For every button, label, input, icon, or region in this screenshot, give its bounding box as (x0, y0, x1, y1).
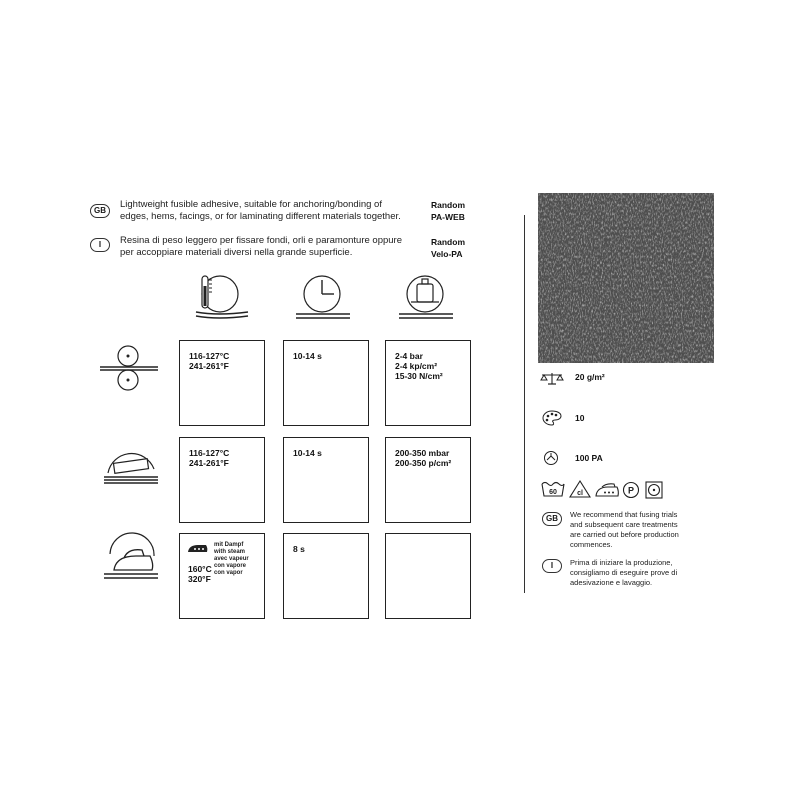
thermometer-icon (188, 272, 258, 324)
note-gb-line1: We recommend that fusing trials (570, 510, 678, 519)
cell-row3-temperature (179, 533, 265, 619)
tumble-dry-icon (645, 481, 663, 499)
temp-celsius: 160°C (188, 564, 212, 574)
product-tag-it (431, 236, 465, 260)
product-tag-it-line2: Velo-PA (431, 249, 463, 259)
lang-badge-gb-note: GB (542, 512, 562, 526)
product-tag-gb (431, 199, 465, 223)
spec-colour: 10 (575, 413, 585, 423)
description-gb-line1: Lightweight fusible adhesive, suitable for anchoring/bonding of (120, 199, 382, 210)
temp-fahrenheit: 320°F (188, 574, 211, 584)
wash-temp-label: 60 (549, 489, 557, 496)
pressure-value: 15-30 N/cm² (395, 371, 443, 381)
steam-label-it: con vapore (214, 563, 247, 569)
note-gb-line2: and subsequent care treatments (570, 520, 678, 529)
product-tag-gb-line2: PA-WEB (431, 212, 465, 222)
time-value: 10-14 s (293, 448, 322, 458)
pressure-value: 200-350 mbar (395, 448, 450, 458)
pressure-value: 2-4 kp/cm² (395, 361, 438, 371)
steam-iron-icon (100, 540, 162, 590)
column-divider (524, 215, 525, 593)
temp-fahrenheit: 241-261°F (189, 361, 229, 371)
cell-row2-pressure (385, 437, 471, 523)
svg-text:cl: cl (577, 490, 583, 497)
bleach-chlorine-icon (569, 480, 591, 498)
steam-label-de: mit Dampf (214, 542, 244, 548)
description-it (120, 235, 402, 259)
composition-icon (543, 450, 559, 466)
temp-fahrenheit: 241-261°F (189, 458, 229, 468)
lang-badge-it: I (90, 238, 110, 252)
pressure-value: 200-350 p/cm² (395, 458, 452, 468)
note-gb-line4: commences. (570, 540, 613, 549)
note-gb-line3: are carried out before production (570, 530, 679, 539)
clock-icon (292, 272, 356, 324)
flat-press-icon (100, 443, 162, 493)
fabric-swatch-image (538, 193, 714, 363)
product-tag-it-line1: Random (431, 237, 465, 247)
description-gb-line2: edges, hems, facings, or for laminating different materials together. (120, 211, 401, 222)
note-it-line2: consigliamo di eseguire prove di (570, 568, 678, 577)
note-it-line1: Prima di iniziare la produzione, (570, 558, 673, 567)
cell-row3-pressure (385, 533, 471, 619)
note-gb (570, 510, 679, 550)
scale-weight-icon (540, 372, 564, 386)
steam-label-en: with steam (214, 549, 246, 555)
note-it-line3: adesivazione e lavaggio. (570, 578, 653, 587)
cell-row3-time (283, 533, 369, 619)
cell-row1-time (283, 340, 369, 426)
pressure-weight-icon (395, 272, 459, 324)
note-it (570, 558, 677, 588)
steam-label-es: con vapor (214, 570, 243, 576)
time-value: 10-14 s (293, 351, 322, 361)
cell-row1-pressure (385, 340, 471, 426)
product-tag-gb-line1: Random (431, 200, 465, 210)
colour-palette-icon (542, 410, 562, 426)
spec-weight: 20 g/m² (575, 372, 605, 382)
cell-row2-temperature (179, 437, 265, 523)
description-it-line2: per accoppiare materiali diversi nella grande superficie. (120, 247, 353, 258)
lang-badge-it-note: I (542, 559, 562, 573)
spec-composition: 100 PA (575, 453, 603, 463)
cell-row1-temperature (179, 340, 265, 426)
lang-badge-gb: GB (90, 204, 110, 218)
description-gb (120, 199, 401, 223)
temp-celsius: 116-127°C (189, 351, 230, 361)
iron-dots-icon (186, 542, 210, 554)
svg-text:P: P (627, 485, 635, 496)
cell-row2-time (283, 437, 369, 523)
roller-press-icon (98, 343, 160, 393)
wash-60-icon (541, 480, 565, 498)
time-value: 8 s (293, 544, 305, 554)
dryclean-p-icon (622, 481, 640, 499)
iron-care-icon (594, 482, 620, 498)
pressure-value: 2-4 bar (395, 351, 423, 361)
temp-celsius: 116-127°C (189, 448, 230, 458)
steam-label-fr: avec vapeur (214, 556, 249, 562)
description-it-line1: Resina di peso leggero per fissare fondi, orli e paramonture oppure (120, 235, 402, 246)
